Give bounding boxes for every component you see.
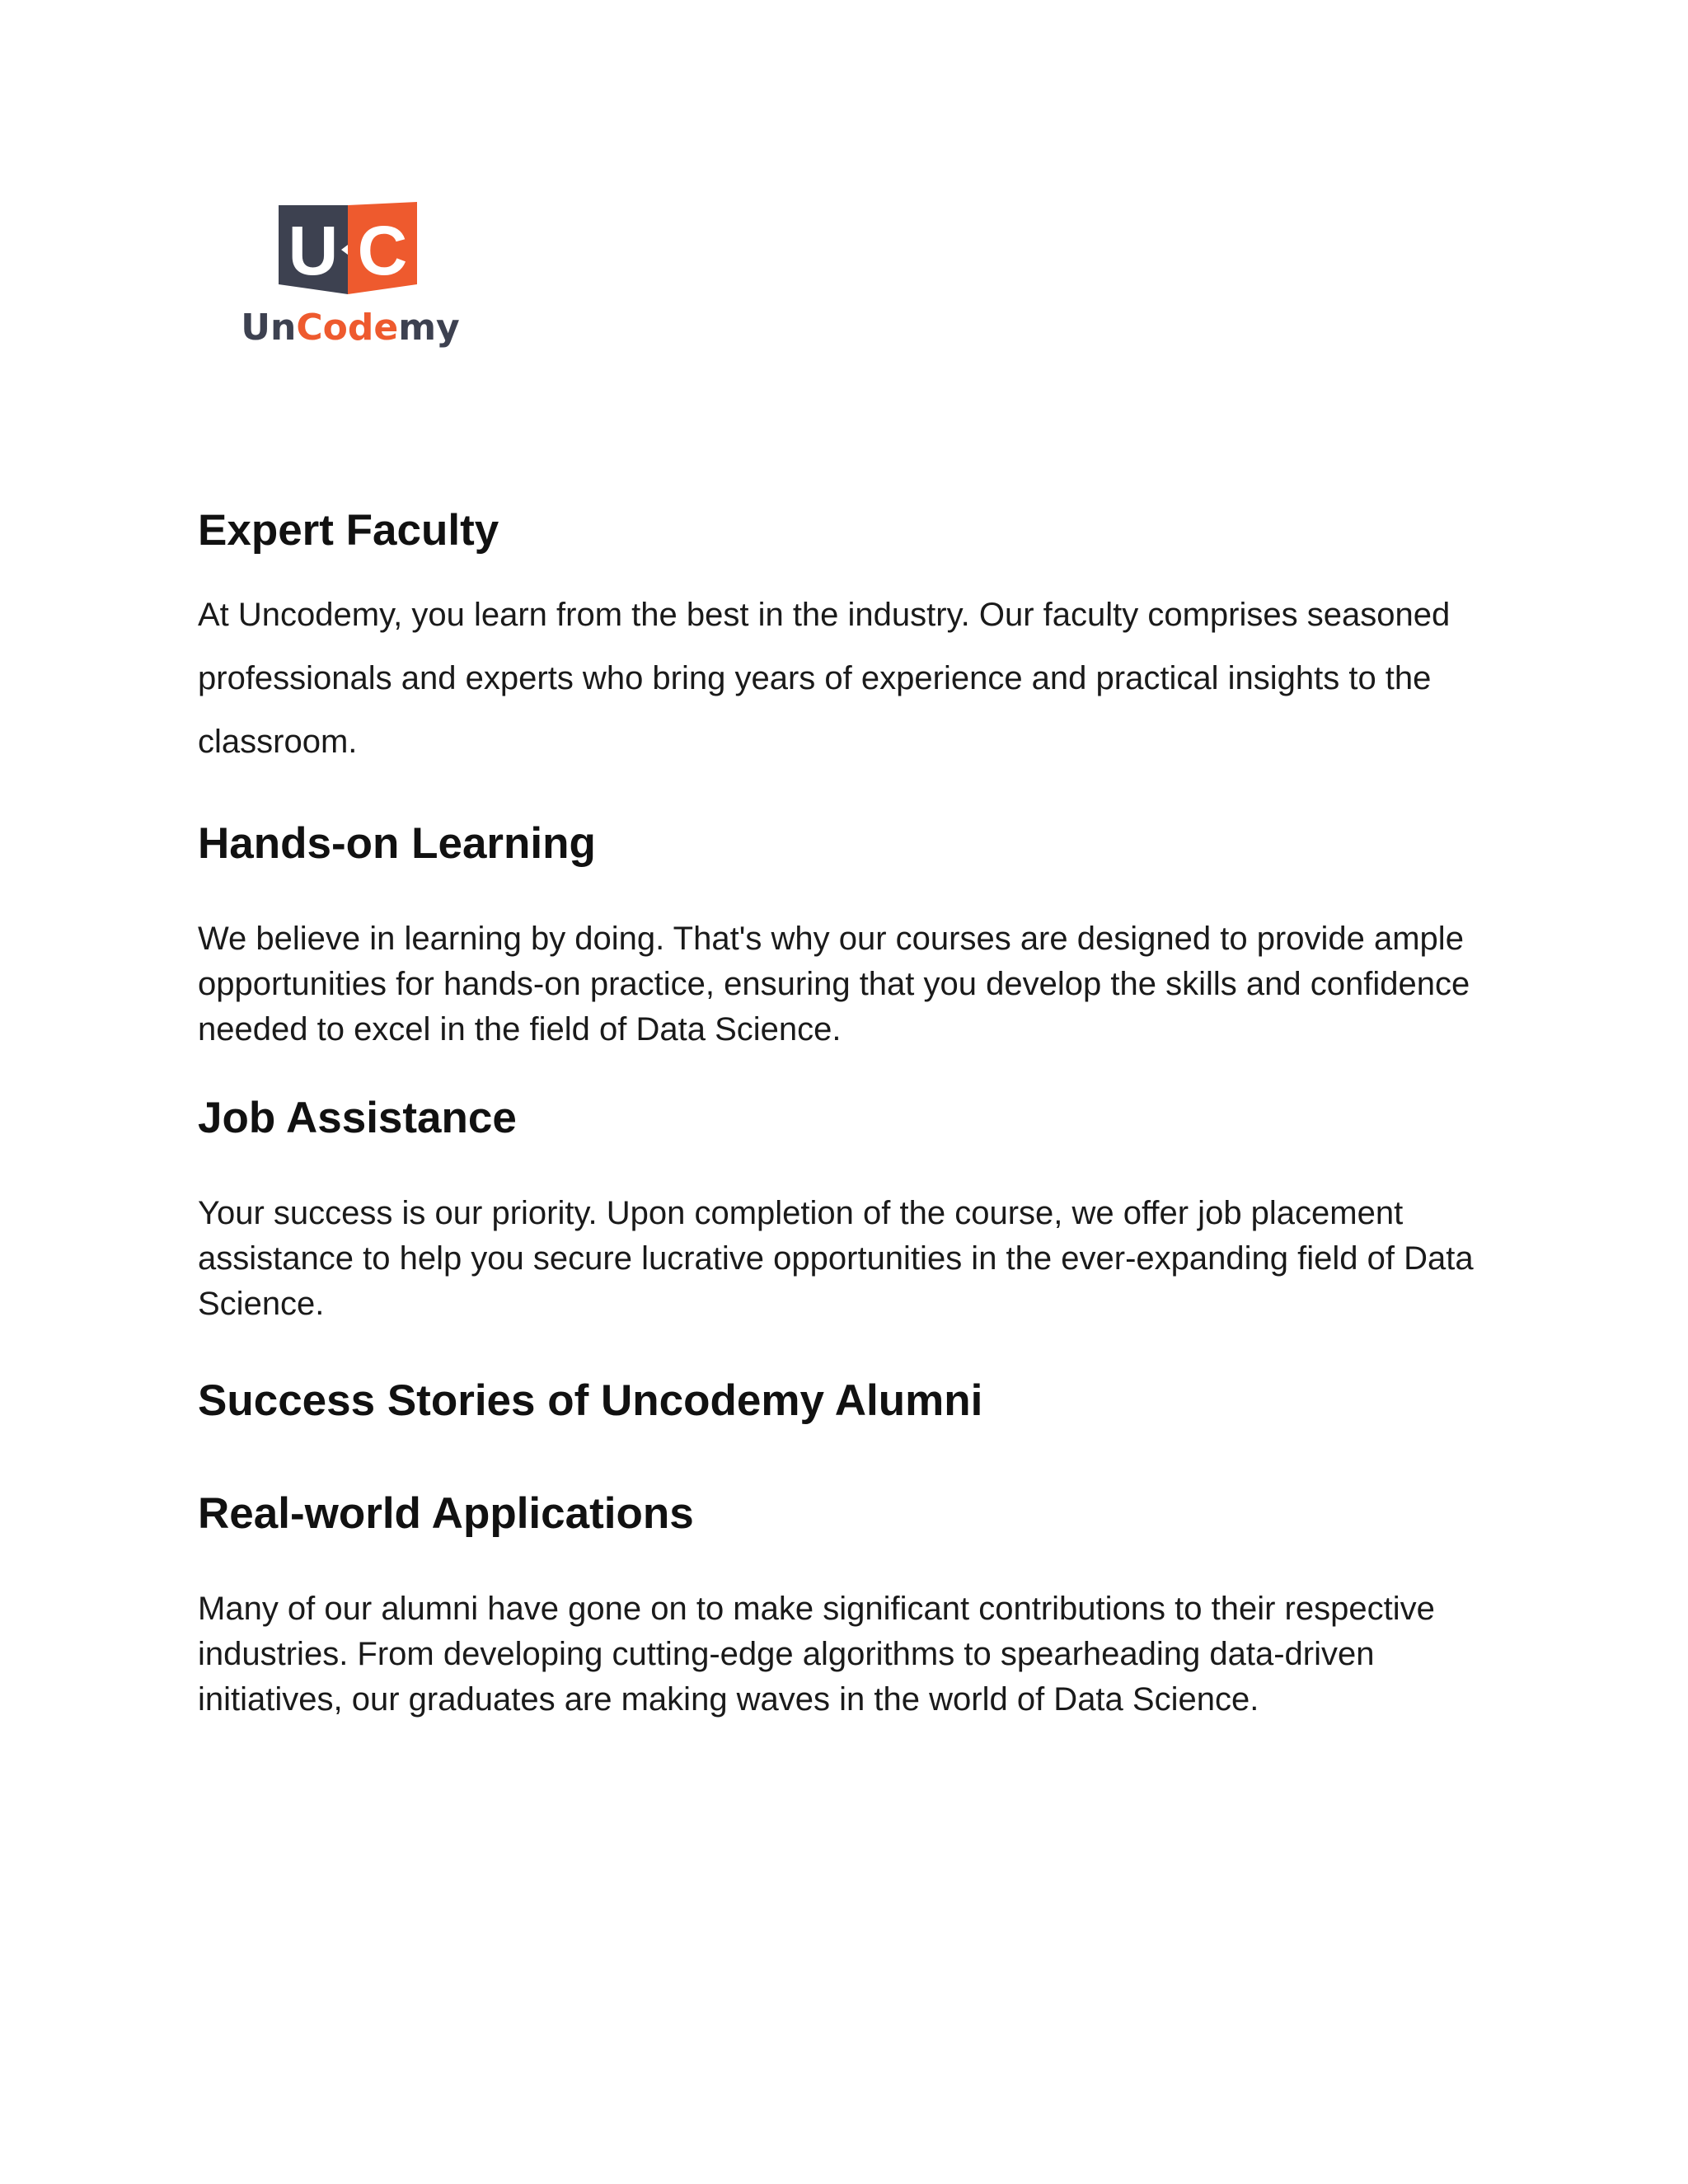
heading-hands-on-learning: Hands-on Learning bbox=[198, 819, 596, 868]
heading-success-stories: Success Stories of Uncodemy Alumni bbox=[198, 1376, 983, 1425]
paragraph-hands-on-learning: We believe in learning by doing. That's why our courses are designed to provide ample opportunities for hands-on practice, ensuring that you develop the skills and confidence needed to excel in the field of Data Science. bbox=[198, 921, 1470, 1047]
uc-logo-mark bbox=[231, 202, 470, 350]
logo-letter-c: C bbox=[357, 212, 408, 289]
heading-expert-faculty: Expert Faculty bbox=[198, 506, 499, 555]
paragraph-job-assistance: Your success is our priority. Upon completion of the course, we offer job placement assistance to help you secure lucrative opportunities in the ever-expanding field of Data Science. bbox=[198, 1195, 1474, 1322]
uncodemy-logo bbox=[231, 202, 470, 350]
logo-wordmark bbox=[241, 307, 459, 349]
logo-wordmark-code: Code bbox=[296, 307, 399, 349]
paragraph-expert-faculty: At Uncodemy, you learn from the best in the industry. Our faculty comprises seasoned professionals and experts who bring years of experience and practical insights to the classroom. bbox=[198, 597, 1451, 760]
heading-job-assistance: Job Assistance bbox=[198, 1094, 517, 1142]
logo-wordmark-un: Un bbox=[241, 307, 297, 349]
logo-letter-u: U bbox=[288, 212, 339, 289]
heading-real-world-applications: Real-world Applications bbox=[198, 1489, 694, 1538]
paragraph-real-world-applications: Many of our alumni have gone on to make significant contributions to their respective industries. From developing cutting-edge algorithms to spearheading data-driven initiatives, our graduates are making waves in the world of Data Science. bbox=[198, 1591, 1435, 1718]
logo-wordmark-my: my bbox=[398, 307, 460, 349]
